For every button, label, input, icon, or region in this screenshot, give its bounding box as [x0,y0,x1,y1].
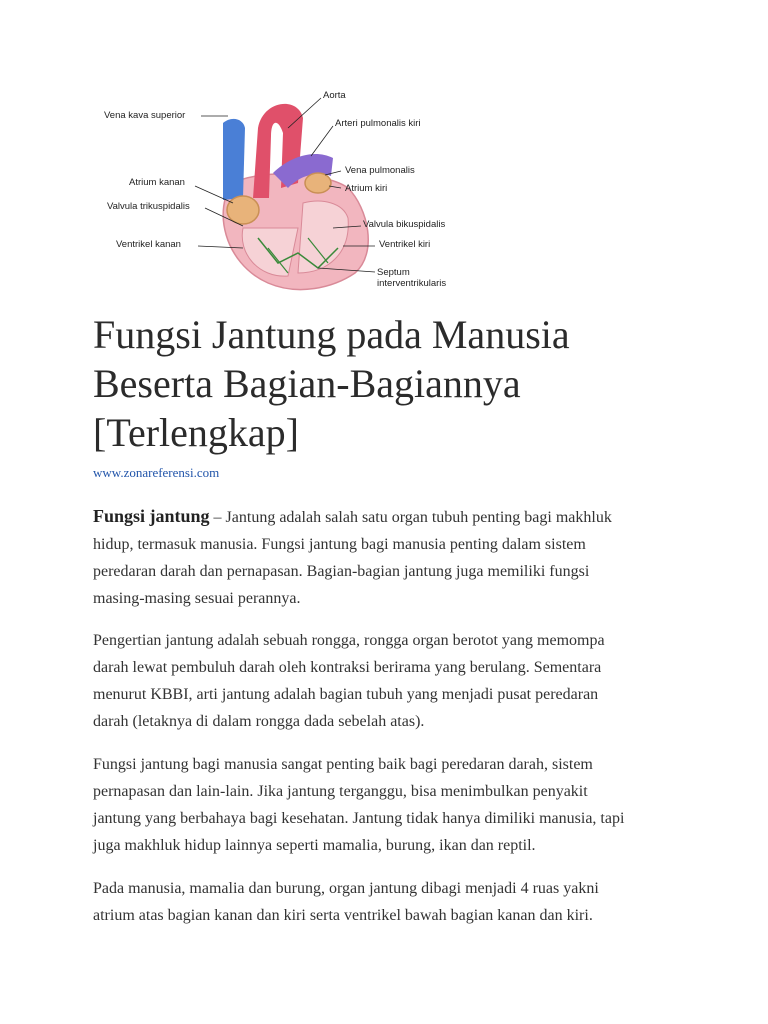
paragraph-2-line-1: Pengertian jantung adalah sebuah rongga, rongga organ berotot yang memompa [93,632,605,649]
label-atrium-kanan: Atrium kanan [129,177,185,188]
vena-kava-superior [223,119,245,200]
label-arteri-pulmonalis-kiri: Arteri pulmonalis kiri [335,118,421,129]
paragraph-1 [93,503,683,612]
paragraph-3-line-2: pernapasan dan lain-lain. Jika jantung terganggu, bisa menimbulkan penyakit [93,783,588,800]
label-ventrikel-kiri: Ventrikel kiri [379,239,431,250]
heart-diagram [93,88,471,298]
label-atrium-kiri: Atrium kiri [345,183,388,194]
title-line-1: Fungsi Jantung pada Manusia [93,312,570,357]
source-link[interactable]: www.zonareferensi.com [93,465,220,480]
paragraph-1-lead: Fungsi jantung [93,506,210,526]
paragraph-2 [93,627,683,735]
title-line-2: Beserta Bagian-Bagiannya [93,361,521,406]
label-ventrikel-kanan: Ventrikel kanan [116,239,181,250]
paragraph-1-line-4: masing-masing sesuai perannya. [93,590,301,607]
paragraph-1-line-3: peredaran darah dan pernapasan. Bagian-bagian jantung juga memiliki fungsi [93,563,590,580]
title-line-3: [Terlengkap] [93,410,299,455]
paragraph-4 [93,875,683,929]
label-interventrikularis: interventrikularis [377,278,447,289]
label-vena-pulmonalis: Vena pulmonalis [345,165,415,176]
paragraph-3-line-4: juga makhluk hidup lainnya seperti mamalia, burung, ikan dan reptil. [93,837,536,854]
paragraph-2-line-2: darah lewat pembuluh darah oleh kontraksi berirama yang berulang. Sementara [93,659,602,676]
paragraph-2-line-3: menurut KBBI, arti jantung adalah bagian tubuh yang menjadi pusat peredaran [93,686,599,703]
atrium-kiri [305,173,331,193]
paragraph-1-line-2: hidup, termasuk manusia. Fungsi jantung bagi manusia penting dalam sistem [93,536,586,553]
paragraph-4-line-2: atrium atas bagian kanan dan kiri serta ventrikel bawah bagian kanan dan kiri. [93,907,593,924]
paragraph-3-line-1: Fungsi jantung bagi manusia sangat penting baik bagi peredaran darah, sistem [93,756,593,773]
label-valvula-bikuspidalis: Valvula bikuspidalis [363,219,446,230]
label-valvula-trikuspidalis: Valvula trikuspidalis [107,201,190,212]
label-vena-kava-superior: Vena kava superior [104,110,186,121]
paragraph-4-line-1: Pada manusia, mamalia dan burung, organ jantung dibagi menjadi 4 ruas yakni [93,880,599,897]
article-title [93,310,693,457]
paragraph-1-line-1: – Jantung adalah salah satu organ tubuh penting bagi makhluk [209,509,612,526]
paragraph-2-line-4: darah (letaknya di dalam rongga dada sebelah atas). [93,713,425,730]
atrium-kanan [227,196,259,224]
label-aorta: Aorta [323,90,346,101]
paragraph-3 [93,751,683,859]
paragraph-3-line-3: jantung yang berbahaya bagi kesehatan. Jantung tidak hanya dimiliki manusia, tapi [93,810,625,827]
label-septum: Septum [377,267,410,278]
